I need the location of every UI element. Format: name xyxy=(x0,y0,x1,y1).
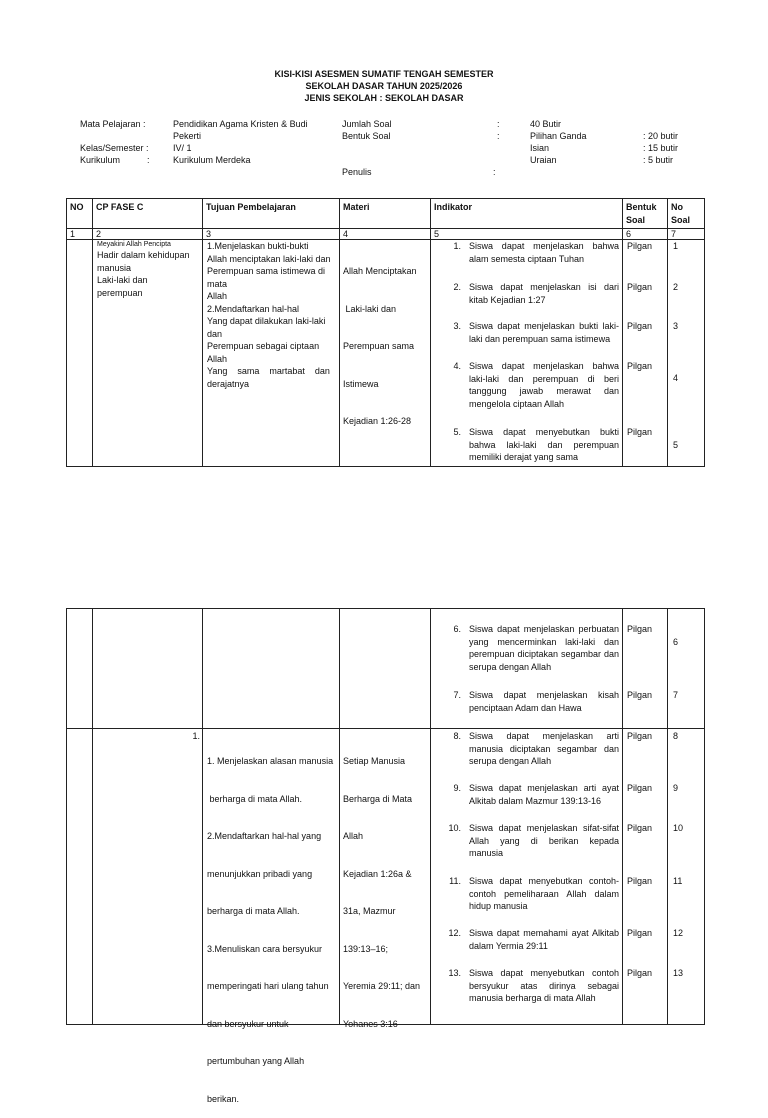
nomor-soal: 7 xyxy=(673,690,679,700)
header-no: NO xyxy=(67,199,93,229)
nomor-soal: 8 xyxy=(673,731,679,741)
header-cp: CP FASE C xyxy=(93,199,203,229)
tujuan-line: dan xyxy=(207,328,223,339)
tujuan-line: pertumbuhan yang Allah xyxy=(207,1056,305,1066)
bentuk-soal: Pilgan xyxy=(627,427,653,437)
tujuan-line: memperingati hari ulang tahun xyxy=(207,981,329,991)
pilihan-value: : 20 butir xyxy=(643,131,679,141)
bentuk-soal: Pilgan xyxy=(627,241,653,251)
header-bentuk: Bentuk Soal xyxy=(623,199,668,229)
tujuan-line: Allah menciptakan laki-laki dan xyxy=(207,253,331,264)
indicator-item: 12. Siswa dapat memahami ayat Alkitab dalam Yermia 29:11 xyxy=(448,928,619,951)
kurikulum-label: Kurikulum xyxy=(80,155,121,165)
mapel-label: Mata Pelajaran : xyxy=(80,119,146,129)
indicator-item: 4. Siswa dapat menjelaskan bahwa laki-laki dan perempuan di beri tanggung jawab merawat dan mengelola ciptaan Allah xyxy=(453,361,619,409)
materi-line: Kejadian 1:26a & xyxy=(343,868,412,879)
bentuk-soal: Pilgan xyxy=(627,968,653,978)
nomor-soal: 9 xyxy=(673,783,679,793)
tujuan-line: Perempuan sebagai ciptaan xyxy=(207,341,320,351)
materi-line: Perempuan sama xyxy=(343,341,415,351)
nomor-soal: 3 xyxy=(673,321,679,331)
mapel-value-2: Pekerti xyxy=(173,131,202,141)
indicator-item: 2. Siswa dapat menjelaskan isi dari kitab Kejadian 1:27 xyxy=(453,282,619,305)
bentuk-soal: Pilgan xyxy=(627,731,653,741)
indicator-item: 3. Siswa dapat menjelaskan bukti laki-laki dan perempuan sama istimewa xyxy=(453,321,619,344)
kelas-value: IV/ 1 xyxy=(173,143,192,153)
bentuk-soal: Pilgan xyxy=(627,282,653,292)
bentuk-colon: : xyxy=(497,131,500,141)
doc-title-line2: SEKOLAH DASAR TAHUN 2025/2026 xyxy=(305,81,463,91)
tujuan-line: 3.Menuliskan cara bersyukur xyxy=(207,943,323,954)
nomor-soal: 2 xyxy=(673,282,679,292)
bentuk-soal: Pilgan xyxy=(627,928,653,938)
bentuk-soal: Pilgan xyxy=(627,876,653,886)
penulis-colon: : xyxy=(493,167,496,177)
tujuan-line: mata xyxy=(207,278,228,289)
mapel-value-1: Pendidikan Agama Kristen & Budi xyxy=(173,119,308,129)
tujuan-cell-row1 xyxy=(207,240,335,390)
materi-line: Allah xyxy=(343,831,364,841)
nomor-soal: 1 xyxy=(673,241,679,251)
nomor-soal: 13 xyxy=(673,968,684,978)
materi-line: Laki-laki dan xyxy=(343,303,397,314)
header-nosoal: No Soal xyxy=(668,199,705,229)
indicator-item: 10. Siswa dapat menjelaskan sifat-sifat Allah yang di berikan kepada manusia xyxy=(448,823,619,858)
nomor-soal: 4 xyxy=(673,373,679,383)
indicator-item: 1. Siswa dapat menjelaskan bahwa alam semesta ciptaan Tuhan xyxy=(453,241,619,264)
colnum-3: 3 xyxy=(203,229,340,240)
header-materi: Materi xyxy=(340,199,431,229)
tujuan-line: Yang sama martabat dan xyxy=(207,366,330,376)
indicator-item: 7. Siswa dapat menjelaskan kisah penciptaan Adam dan Hawa xyxy=(453,690,619,713)
header-indikator: Indikator xyxy=(431,199,623,229)
cp-small-text: Meyakini Allah Pencipta xyxy=(97,241,171,248)
cp-line: Hadir dalam kehidupan xyxy=(97,250,190,260)
cp-line: perempuan xyxy=(97,287,143,298)
tujuan-line: Allah xyxy=(207,291,228,301)
jumlah-value: 40 Butir xyxy=(530,119,562,129)
nomor-soal: 5 xyxy=(673,440,679,450)
tujuan-line: 2.Mendaftarkan hal-hal yang xyxy=(207,831,322,841)
nomor-soal: 11 xyxy=(673,876,683,886)
materi-line: 31a, Mazmur xyxy=(343,906,396,916)
tujuan-line: Allah xyxy=(207,353,228,364)
jumlah-label: Jumlah Soal xyxy=(342,119,392,129)
tujuan-line: berikan. xyxy=(207,1093,240,1104)
colnum-7: 7 xyxy=(668,229,705,240)
materi-line: Istimewa xyxy=(343,378,379,389)
kurikulum-colon: : xyxy=(147,155,150,165)
bentuk-soal: Pilgan xyxy=(627,783,653,793)
indicator-item: 8. Siswa dapat menjelaskan arti manusia diciptakan segambar dan serupa dengan Allah xyxy=(453,731,619,766)
tujuan-line: berharga di mata Allah. xyxy=(207,906,300,916)
bentuk-soal: Pilgan xyxy=(627,624,653,634)
indicator-item: 5. Siswa dapat menyebutkan bukti bahwa laki-laki dan perempuan memiliki derajat yang sama xyxy=(453,427,619,462)
penulis-label: Penulis xyxy=(342,167,372,177)
materi-line: Setiap Manusia xyxy=(343,756,406,766)
materi-line: Allah Menciptakan xyxy=(343,266,417,276)
indicator-item: 11. Siswa dapat menyebutkan contoh-contoh pemeliharaan Allah dalam hidup manusia xyxy=(449,876,619,911)
materi-line: Kejadian 1:26-28 xyxy=(343,416,412,426)
tujuan-line: 2.Mendaftarkan hal-hal xyxy=(207,303,300,314)
tujuan-line: 1.Menjelaskan bukti-bukti xyxy=(207,241,309,251)
kurikulum-value: Kurikulum Merdeka xyxy=(173,155,251,165)
materi-line: Yohanes 3:16 xyxy=(343,1018,398,1029)
indicator-item: 6. Siswa dapat menjelaskan perbuatan yang mencerminkan laki-laki dan perempuan diciptakan segambar dan serupa dengan Allah xyxy=(453,624,619,672)
indicator-item: 13. Siswa dapat menyebutkan contoh bersyukur atas dirinya sebagai manusia berharga di mata Allah xyxy=(448,968,619,1003)
bentuk-soal: Pilgan xyxy=(627,690,653,700)
kelas-label: Kelas/Semester : xyxy=(80,143,149,153)
tujuan-cell-row2 xyxy=(207,730,337,1118)
colnum-4: 4 xyxy=(340,229,431,240)
tujuan-line: Yang dapat dilakukan laki-laki xyxy=(207,316,326,326)
materi-cell-row1 xyxy=(343,240,431,440)
tujuan-line: 1. Menjelaskan alasan manusia xyxy=(207,756,334,766)
cp-line: Laki-laki dan xyxy=(97,275,148,285)
nomor-soal: 6 xyxy=(673,637,679,647)
nomor-soal: 10 xyxy=(673,823,684,833)
isian-value: : 15 butir xyxy=(643,143,679,153)
colnum-6: 6 xyxy=(623,229,668,240)
colnum-1: 1 xyxy=(67,229,93,240)
bentuk-label: Bentuk Soal xyxy=(342,131,391,141)
materi-line: 139:13–16; xyxy=(343,943,389,954)
row2-number: 1. xyxy=(192,731,200,741)
indicator-item: 9. Siswa dapat menjelaskan arti ayat Alkitab dalam Mazmur 139:13-16 xyxy=(453,783,619,806)
header-tujuan: Tujuan Pembelajaran xyxy=(203,199,340,229)
tujuan-line: Perempuan sama istimewa di xyxy=(207,266,326,276)
tujuan-line: menunjukkan pribadi yang xyxy=(207,868,313,879)
bentuk-soal: Pilgan xyxy=(627,321,653,331)
doc-title-line1: KISI-KISI ASESMEN SUMATIF TENGAH SEMESTER xyxy=(274,69,494,79)
nomor-soal: 12 xyxy=(673,928,684,938)
isian-label: Isian xyxy=(530,143,550,153)
colnum-2: 2 xyxy=(93,229,203,240)
cp-cell xyxy=(97,240,203,299)
bentuk-soal: Pilgan xyxy=(627,361,653,371)
jumlah-colon: : xyxy=(497,119,500,129)
tujuan-line: dan bersyukur untuk xyxy=(207,1018,289,1029)
materi-cell-row2 xyxy=(343,730,431,1043)
doc-title-line3: JENIS SEKOLAH : SEKOLAH DASAR xyxy=(304,93,464,103)
tujuan-line: derajatnya xyxy=(207,378,250,389)
materi-line: Yeremia 29:11; dan xyxy=(343,981,421,991)
colnum-5: 5 xyxy=(431,229,623,240)
bentuk-soal: Pilgan xyxy=(627,823,653,833)
pilihan-label: Pilihan Ganda xyxy=(530,131,587,141)
uraian-value: : 5 butir xyxy=(643,155,674,165)
tujuan-line: berharga di mata Allah. xyxy=(207,793,303,804)
uraian-label: Uraian xyxy=(530,155,557,165)
cp-line: manusia xyxy=(97,262,132,273)
materi-line: Berharga di Mata xyxy=(343,793,413,804)
